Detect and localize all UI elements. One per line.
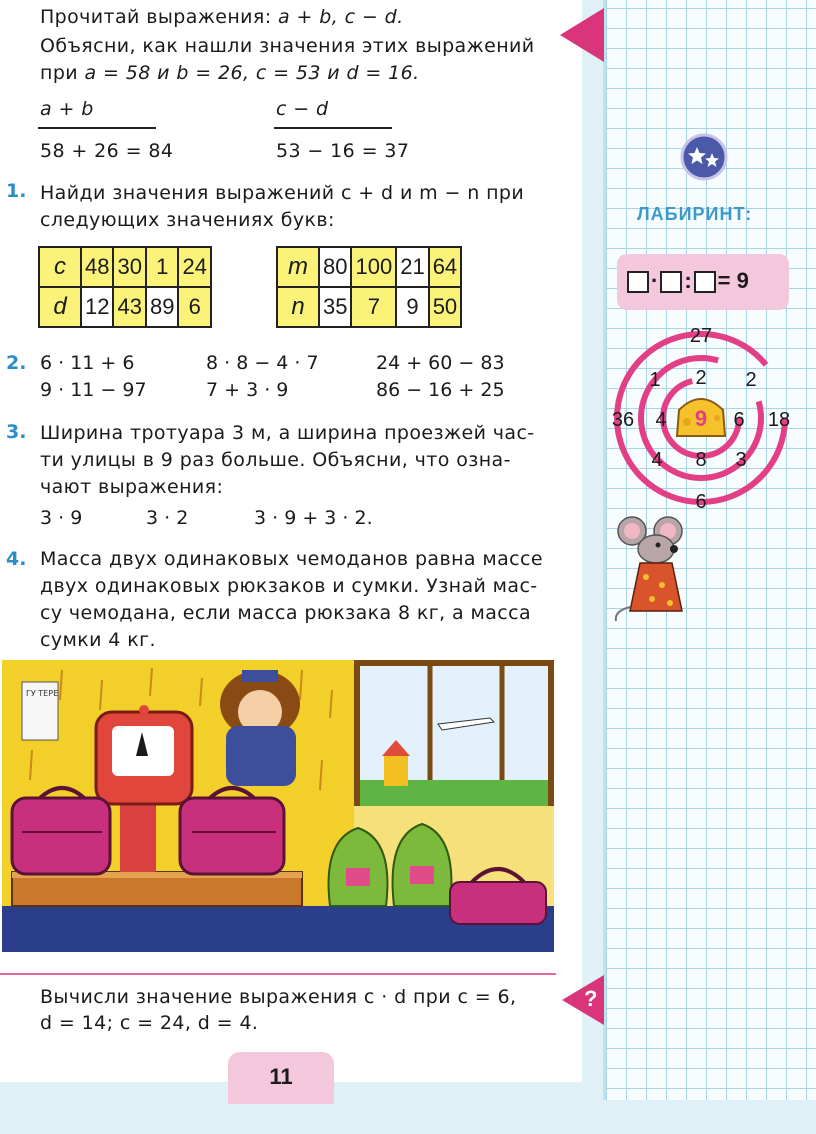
task4-line2: двух одинаковых рюкзаков и сумки. Узнай мас- bbox=[40, 575, 538, 597]
intro-line2: Объясни, как нашли значения этих выражений bbox=[40, 35, 535, 57]
divide-sign: : bbox=[684, 268, 692, 293]
mouse-illustration bbox=[612, 515, 692, 627]
maze-number: 2 bbox=[745, 369, 757, 391]
maze-center-number: 9 bbox=[694, 406, 708, 431]
maze-number: 6 bbox=[733, 409, 745, 431]
maze-number: 18 bbox=[767, 409, 791, 431]
formula-result: = 9 bbox=[717, 268, 749, 293]
table-cell: 48 bbox=[81, 247, 113, 287]
maze-number: 36 bbox=[611, 409, 635, 431]
table-cell: 43 bbox=[113, 287, 145, 327]
star-badge-icon bbox=[680, 133, 728, 185]
intro-line3-expr: a = 58 и b = 26, c = 53 и d = 16. bbox=[84, 62, 420, 84]
page-number: 11 bbox=[269, 1064, 293, 1089]
task2-expr: 9 · 11 − 97 bbox=[40, 379, 147, 401]
task3-number: 3. bbox=[6, 421, 27, 443]
task1-number: 1. bbox=[6, 180, 27, 202]
table-cell: 35 bbox=[319, 287, 351, 327]
task4-line1: Масса двух одинаковых чемоданов равна массе bbox=[40, 548, 543, 570]
table-cell: 24 bbox=[178, 247, 210, 287]
intro-line1 bbox=[40, 4, 404, 31]
task2-expr: 6 · 11 + 6 bbox=[40, 352, 135, 374]
scale-illustration bbox=[2, 660, 554, 952]
example2-body: 53 − 16 = 37 bbox=[276, 140, 410, 162]
task1-line2: следующих значениях букв: bbox=[40, 209, 335, 231]
task4-number: 4. bbox=[6, 548, 27, 570]
table-cell: 7 bbox=[351, 287, 396, 327]
labyrinth-formula bbox=[627, 268, 751, 294]
table-cell: 100 bbox=[351, 247, 396, 287]
question-mark-icon: ? bbox=[584, 986, 598, 1011]
intro-line3 bbox=[40, 60, 420, 87]
maze-number: 2 bbox=[695, 367, 707, 389]
table-cell: 30 bbox=[113, 247, 145, 287]
table-mn-label-n: n bbox=[277, 287, 319, 327]
task2-expr: 86 − 16 + 25 bbox=[376, 379, 505, 401]
table-cell: 50 bbox=[429, 287, 461, 327]
blank-box bbox=[694, 271, 716, 293]
task3-line1: Ширина тротуара 3 м, а ширина проезжей час- bbox=[40, 422, 535, 444]
task2-number: 2. bbox=[6, 352, 27, 374]
task2-expr: 8 · 8 − 4 · 7 bbox=[206, 352, 319, 374]
maze-number: 3 bbox=[735, 449, 747, 471]
values-table-cd bbox=[38, 246, 212, 328]
values-table-mn bbox=[276, 246, 462, 328]
task1-line1: Найди значения выражений c + d и m − n при bbox=[40, 182, 525, 204]
table-cell: 80 bbox=[319, 247, 351, 287]
table-cell: 9 bbox=[396, 287, 428, 327]
example2-underline bbox=[274, 127, 392, 129]
blank-box bbox=[627, 271, 649, 293]
maze-number: 27 bbox=[689, 325, 713, 347]
bottom-task-line1: Вычисли значение выражения c · d при c = 6, bbox=[40, 986, 517, 1008]
maze-number: 4 bbox=[655, 409, 667, 431]
labyrinth-title: ЛАБИРИНТ: bbox=[637, 204, 753, 224]
scene-sign-text: ГУ ТЕРЕ bbox=[26, 689, 59, 698]
task3-line3: чают выражения: bbox=[40, 476, 224, 498]
table-cell: 64 bbox=[429, 247, 461, 287]
bottom-task-line2: d = 14; c = 24, d = 4. bbox=[40, 1012, 259, 1034]
task3-line2: ти улицы в 9 раз больше. Объясни, что озна- bbox=[40, 449, 511, 471]
question-flag bbox=[562, 975, 604, 1025]
example1-body: 58 + 26 = 84 bbox=[40, 140, 174, 162]
table-cell: 12 bbox=[81, 287, 113, 327]
example1-underline bbox=[38, 127, 156, 129]
task4-line3: су чемодана, если масса рюкзака 8 кг, а масса bbox=[40, 602, 532, 624]
example2-head: c − d bbox=[276, 98, 329, 120]
task3-expr: 3 · 9 + 3 · 2. bbox=[254, 507, 373, 529]
blank-box bbox=[660, 271, 682, 293]
task2-expr: 24 + 60 − 83 bbox=[376, 352, 505, 374]
task3-expr: 3 · 2 bbox=[146, 507, 189, 529]
table-cd-label-c: c bbox=[39, 247, 81, 287]
maze-number: 1 bbox=[649, 369, 661, 391]
task2-expr: 7 + 3 · 9 bbox=[206, 379, 289, 401]
pink-flag-marker bbox=[560, 8, 604, 62]
example1-head: a + b bbox=[40, 98, 94, 120]
table-mn-label-m: m bbox=[277, 247, 319, 287]
table-cell: 21 bbox=[396, 247, 428, 287]
table-cell: 89 bbox=[146, 287, 178, 327]
intro-line3-text: при bbox=[40, 62, 85, 84]
intro-line1-expr: a + b, c − d. bbox=[278, 6, 404, 28]
maze-number: 8 bbox=[695, 449, 707, 471]
table-cd-label-d: d bbox=[39, 287, 81, 327]
intro-line1-text: Прочитай выражения: bbox=[40, 6, 278, 28]
maze-number: 6 bbox=[695, 491, 707, 513]
section-divider bbox=[0, 973, 556, 975]
multiply-sign: · bbox=[651, 268, 659, 293]
labyrinth-maze bbox=[607, 318, 797, 518]
task4-line4: сумки 4 кг. bbox=[40, 629, 156, 651]
task3-expr: 3 · 9 bbox=[40, 507, 83, 529]
table-cell: 6 bbox=[178, 287, 210, 327]
table-cell: 1 bbox=[146, 247, 178, 287]
maze-number: 4 bbox=[651, 449, 663, 471]
